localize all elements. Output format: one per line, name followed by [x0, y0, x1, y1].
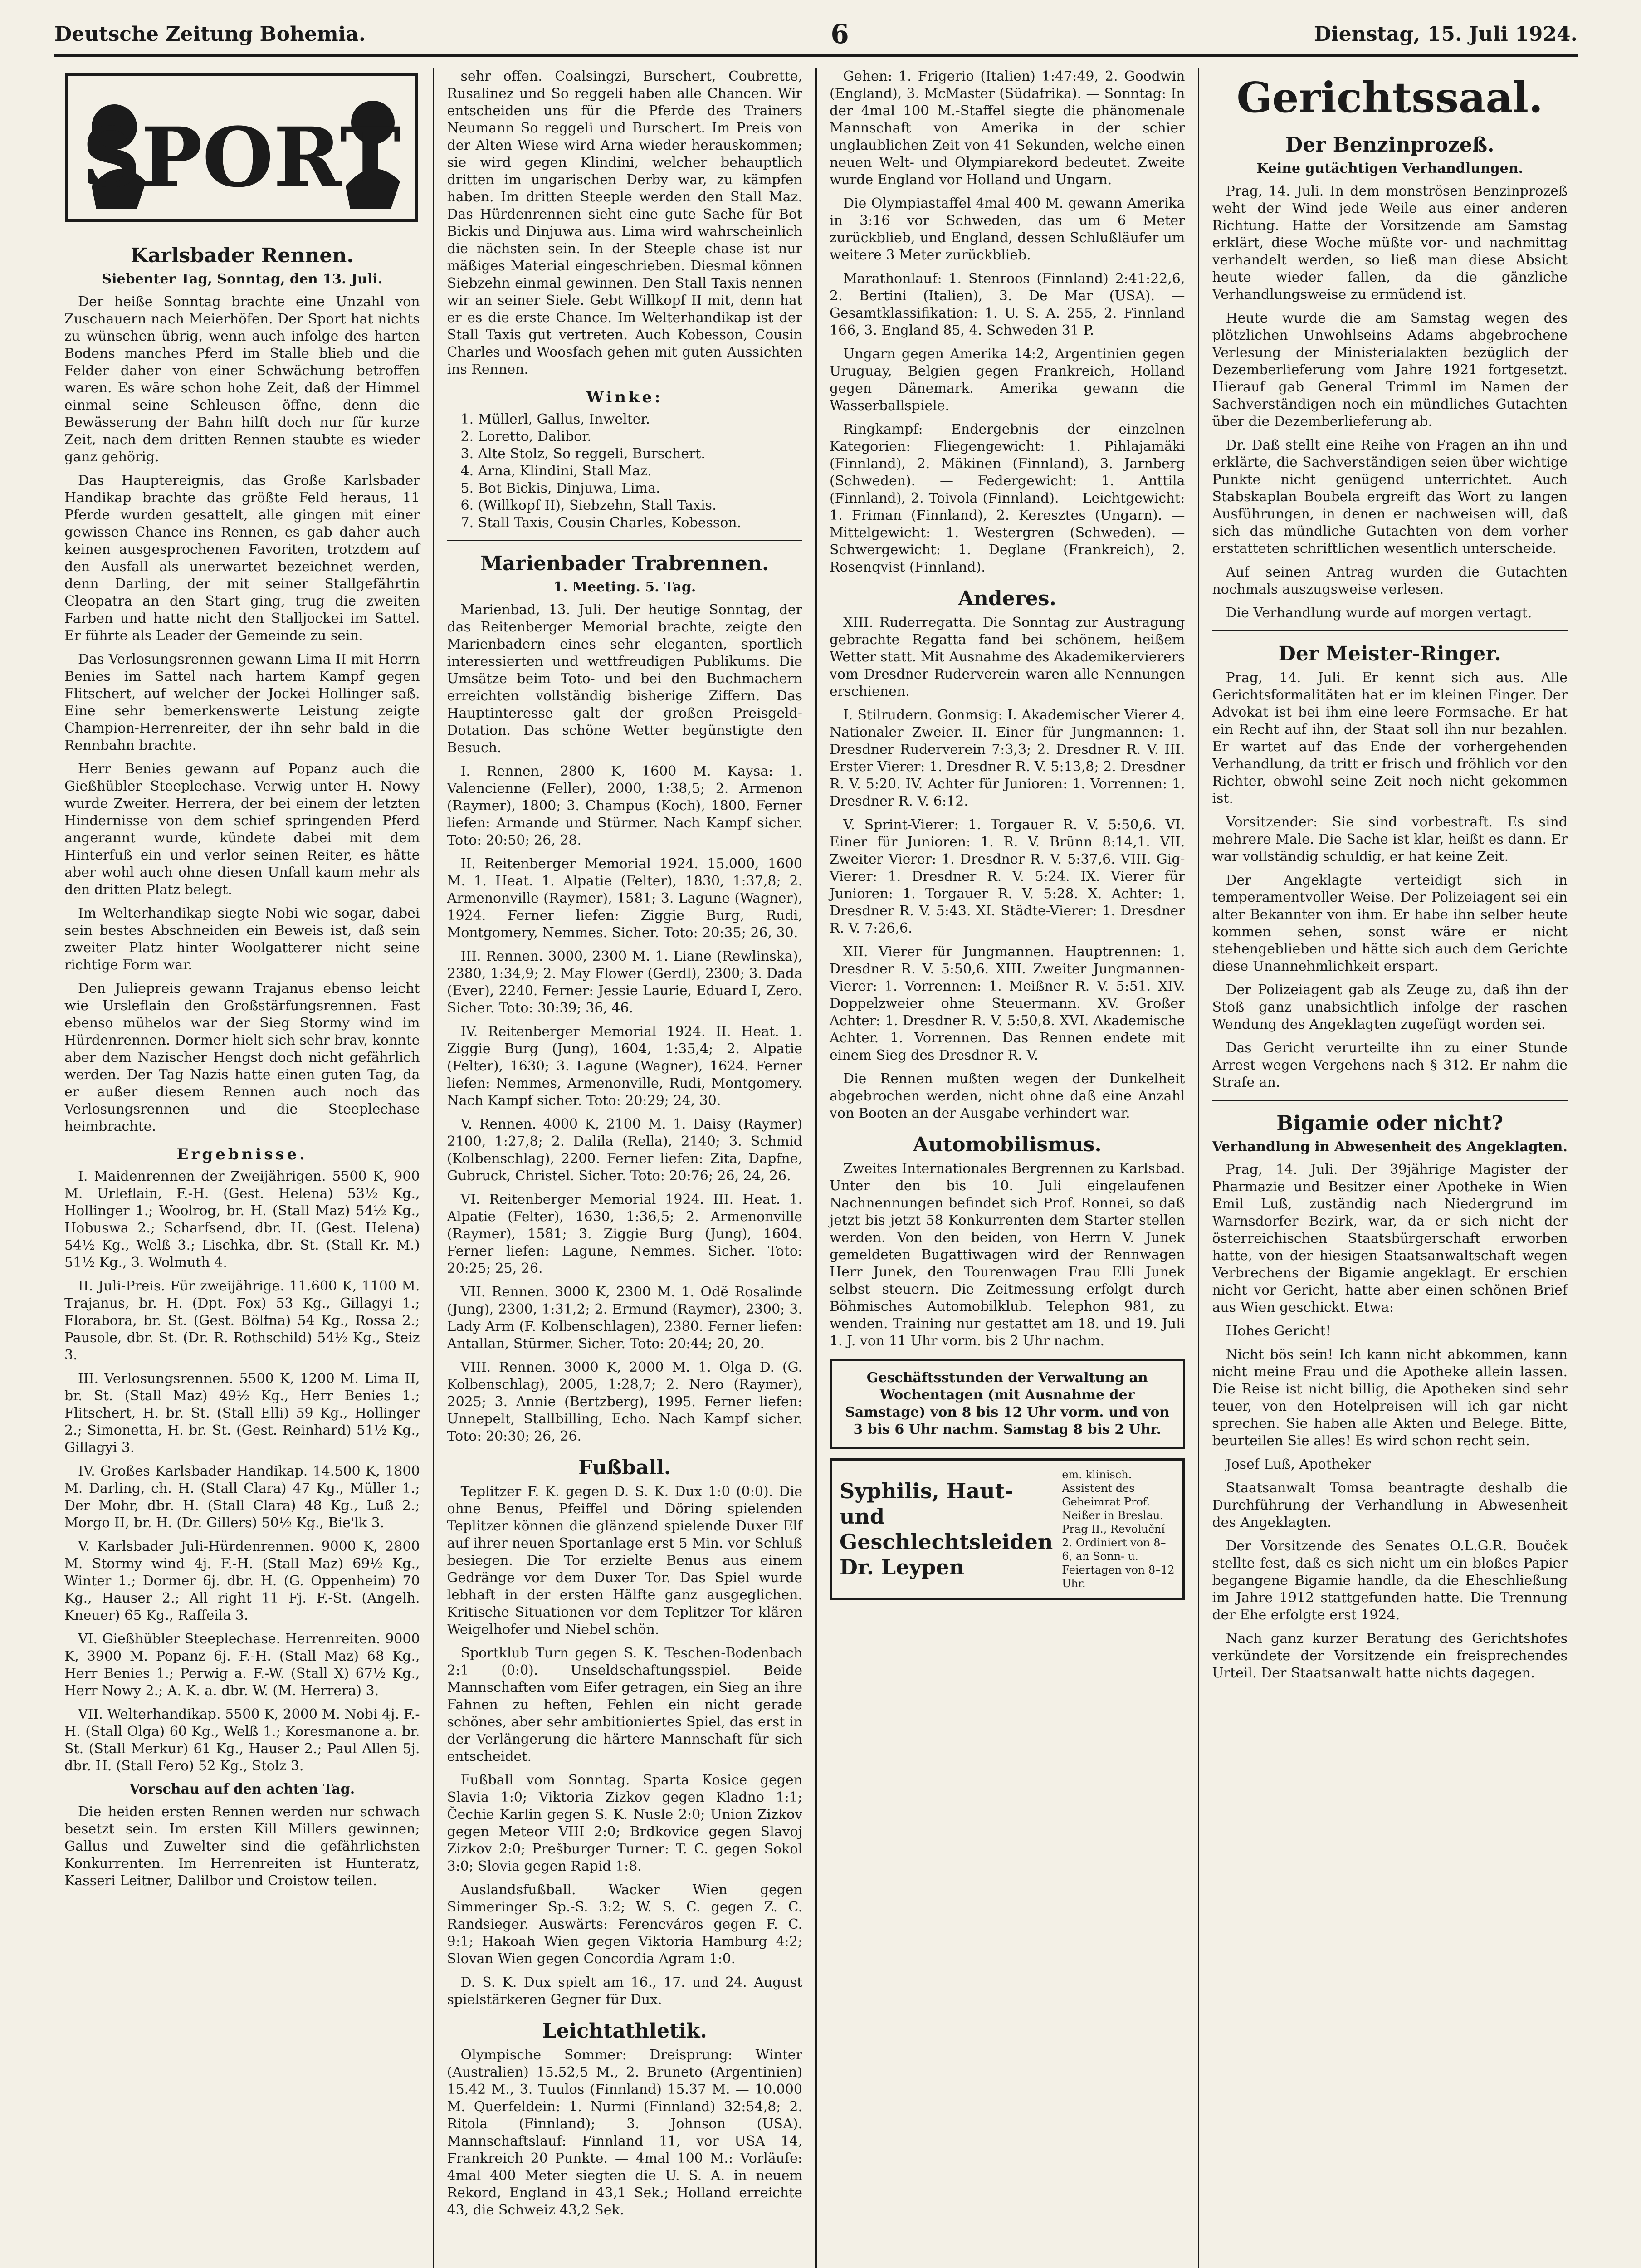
result-entry: IV. Großes Karlsbader Handikap. 14.500 K, 1800 M. Darling, ch. H. (Stall Clara) 47 Kg., Müller 1.; Der Mohr, dbr. H. (Stall Clara) 48 Kg., Luß 2.; Morgo II, br. H. (Dr. Gillers) 50½ Kg., Bie'lk 3.: [64, 1463, 420, 1531]
article-subtitle-bigamie: Verhandlung in Abwesenheit des Angeklagten.: [1212, 1139, 1568, 1155]
sport-logo: [64, 73, 418, 222]
paragraph: Marienbad, 13. Juli. Der heutige Sonntag, der das Reitenberger Memorial brachte, zeigte den Marienbadern eines sehr eleganten, sportlich interessierten und wettfreudigen Publikums. Die Umsätze beim Toto- und bei den Buchmachern erreichten vollständig bisherige Ziffern. Das Hauptinteresse galt der großen Preisgeld-Dotation. Das schöne Wetter begünstigte den Besuch.: [447, 602, 803, 756]
paragraph: Auslandsfußball. Wacker Wien gegen Simmeringer Sp.-S. 3:2; W. S. C. gegen Z. C. Randsieger. Auswärts: Ferencváros gegen F. C. 9:1; Hakoah Wien gegen Viktoria Hamburg 4:2; Slovan Wien gegen Concordia Agram 1:0.: [447, 1882, 803, 1967]
page-header: [54, 14, 1578, 57]
paragraph: Der heiße Sonntag brachte eine Unzahl von Zuschauern nach Meierhöfen. Der Sport hat nichts zu wünschen übrig, wenn auch infolge des harten Bodens manches Pferd im Stalle blieb und die Felder daher von einer Schwächung betroffen waren. Es wäre schon hohe Zeit, daß der Himmel einmal seine Schleusen öffne, denn die Bewässerung der Bahn hilft doch nur für kurze Zeit, nach dem dritten Rennen staubte es wieder ganz gehörig.: [64, 294, 420, 465]
column-rule: [1198, 68, 1200, 2268]
tips-heading: Winke:: [586, 388, 663, 406]
automobile-heading: Automobilismus.: [913, 1133, 1102, 1156]
divider: [447, 540, 802, 541]
ad-details: em. klinisch. Assistent des Geheimrat Prof. Neißer in Breslau. Prag II., Revoluční 2. Ordiniert von 8–6, an Sonn- u. Feiertagen von 8–12 Uhr.: [1062, 1468, 1175, 1590]
tip-item: 4. Arna, Klindini, Stall Maz.: [460, 463, 652, 479]
paragraph: Das Verlosungsrennen gewann Lima II mit Herrn Benies im Sattel nach hartem Kampf gegen Flitschert, auf welcher der Jockei Hollinger saß. Eine sehr bemerkenswerte Leistung zeigte Champion-Herrenreiter, der ihn sehr bald in die Rennbahn brachte.: [64, 651, 420, 753]
paragraph: XIII. Ruderregatta. Die Sonntag zur Austragung gebrachte Regatta fand bei schönem, heißem Wetter statt. Mit Ausnahme des Akademikervierers vom Dresdner Ruderverein waren alle Nennungen erschienen.: [829, 615, 1185, 699]
paragraph: Prag, 14. Juli. Der 39jährige Magister der Pharmazie und Besitzer einer Apotheke in Wien Emil Luß, zuständig nach Niedergrund im Warnsdorfer Bezirk, war, da er sich nicht der österreichischen Staatsbürgerschaft erworben hatte, von der hiesigen Staatsanwaltschaft wegen Verbrechens der Bigamie angeklagt. Er erschien nicht vor Gericht, hatte aber einen schönen Brief aus Wien geschickt. Etwa:: [1212, 1162, 1568, 1315]
other-heading: Anderes.: [958, 587, 1056, 610]
article-title-ringer: Der Meister-Ringer.: [1278, 642, 1501, 665]
paragraph: IV. Reitenberger Memorial 1924. II. Heat. 1. Ziggie Burg (Jung), 1604, 1:35,4; 2. Alpatie (Felter), 1630; 3. Lagune (Wagner), 1624. Ferner liefen: Nemmes, Armenonville, Rudi, Montgomery. Nach Kampf sicher. Toto: 20:29; 24, 30.: [447, 1024, 803, 1109]
columns: [54, 68, 1578, 2268]
result-entry: III. Verlosungsrennen. 5500 K, 1200 M. Lima II, br. St. (Stall Maz) 49½ Kg., Herr Benies 1.; Flitschert, H. br. St. (Stall Elli) 59 Kg., Hollinger 2.; Simonetta, H. br. St. (Gest. Reinhard) 51½ Kg., Gillagyi 3.: [64, 1371, 420, 1456]
paragraph: Die Rennen mußten wegen der Dunkelheit abgebrochen werden, nicht ohne daß eine Anzahl von Booten an der Ausgabe verhindert war.: [829, 1071, 1185, 1121]
page-number: 6: [830, 19, 849, 49]
column-1: [54, 68, 430, 2268]
paragraph: Der Polizeiagent gab als Zeuge zu, daß ihn der Stoß ganz unabsichtlich infolge der raschen Wendung des Angeklagten zugefügt worden sei.: [1212, 982, 1568, 1032]
paragraph: Die heiden ersten Rennen werden nur schwach besetzt sein. Im ersten Kill Millers gewinnen; Gallus und Zuwelter sind die gefährlichsten Konkurrenten. Im Herrenreiten ist Hunteratz, Kasseri Leitner, Dalilbor und Croistow teilen.: [64, 1804, 420, 1889]
paragraph: Heute wurde die am Samstag wegen des plötzlichen Unwohlseins Adams abgebrochene Verlesung der Ministerialakten bezüglich der Dezemberlieferung vom Jahre 1921 fortgesetzt. Hierauf gab General Trimml im Namen der Sachverständigen noch ein mündliches Gutachten über die Dezemberlieferung ab.: [1212, 310, 1568, 430]
column-rule: [433, 68, 435, 2268]
paragraph: Den Juliepreis gewann Trajanus ebenso leicht wie Ursleflain den Großstärfungsrennen. Fast ebenso mühelos war der Sieg Stormy wind im Hürdenrennen. Dormer hielt sich sehr brav, konnte aber dem Nazischer Hengst doch nicht gefährlich werden. Der Tag Nazis hatte einen guten Tag, da er außer diesem Rennen auch noch das Verlosungsrennen und die Steeplechase heimbrachte.: [64, 981, 420, 1134]
doctor-advertisement: [830, 1458, 1185, 1600]
paragraph: Ringkampf: Endergebnis der einzelnen Kategorien: Fliegengewicht: 1. Pihlajamäki (Finnland), 2. Mäkinen (Finnland), 3. Jarnberg (Schweden). — Federgewicht: 1. Anttila (Finnland), 2. Toivola (Finnland). — Leichtgewicht: 1. Friman (Finnland), 2. Keresztes (Ungarn). — Mittelgewicht: 1. Westergren (Schweden). — Schwergewicht: 1. Deglane (Frankreich), 2. Rosenqvist (Finnland).: [829, 421, 1185, 575]
paragraph: Gehen: 1. Frigerio (Italien) 1:47:49, 2. Goodwin (England), 3. McMaster (Südafrika). — Sonntag: In der 4mal 100 M.-Staffel siegte die phänomenale Mannschaft von Amerika in der schier unglaublichen Zeit von 41 Sekunden, welche einen neuen Welt- und Olympiarekord bedeutet. Zweite wurde England vor Holland und Ungarn.: [829, 68, 1185, 188]
paragraph: Ungarn gegen Amerika 14:2, Argentinien gegen Uruguay, Belgien gegen Frankreich, Holland gegen Dänemark. Amerika gewann die Wasserballspiele.: [829, 346, 1185, 414]
column-3: [820, 68, 1195, 2268]
tip-item: 5. Bot Bickis, Dinjuwa, Lima.: [460, 480, 660, 496]
paragraph: Staatsanwalt Tomsa beantragte deshalb die Durchführung der Verhandlung in Abwesenheit des Angeklagten.: [1212, 1480, 1568, 1530]
tip-item: 7. Stall Taxis, Cousin Charles, Kobesson.: [460, 515, 742, 531]
paragraph: V. Sprint-Vierer: 1. Torgauer R. V. 5:50,6. VI. Einer für Junioren: 1. R. V. Brünn 8:14,1. VII. Zweiter Vierer: 1. Dresdner R. V. 5:37,6. VIII. Gig-Vierer: 1. Dresdner R. V. 5:24. IX. Vierer für Junioren: 1. Torgauer R. V. 5:28. X. Achter: 1. Dresdner R. V. 5:43. XI. Städte-Vierer: 1. Dresdner R. V. 7:26,6.: [829, 817, 1185, 936]
tips-list: [460, 411, 802, 532]
paragraph: VI. Reitenberger Memorial 1924. III. Heat. 1. Alpatie (Felter), 1630, 1:36,5; 2. Armenonville (Raymer), 1581; 3. Ziggie Burg (Jung), 1604. Ferner liefen: Lagune, Nemmes. Sicher. Toto: 20:25; 25, 26.: [447, 1192, 803, 1276]
article-title-benzin: Der Benzinprozeß.: [1285, 133, 1494, 156]
paragraph: I. Rennen, 2800 K, 1600 M. Kaysa: 1. Valencienne (Feller), 2000, 1:38,5; 2. Armenon (Raymer), 1800; 3. Champus (Koch), 1800. Ferner liefen: Armande und Stürmer. Nach Kampf sicher. Toto: 20:50; 26, 28.: [447, 763, 803, 848]
paragraph: D. S. K. Dux spielt am 16., 17. und 24. August spielstärkeren Gegner für Dux.: [447, 1975, 803, 2008]
paragraph: Marathonlauf: 1. Stenroos (Finnland) 2:41:22,6, 2. Bertini (Italien), 3. De Mar (USA). — Gesamtklassifikation: 1. U. S. A. 255, 2. Finnland 166, 3. England 85, 4. Schweden 31 P.: [829, 271, 1185, 338]
article-subtitle-marienbad: 1. Meeting. 5. Tag.: [553, 579, 696, 595]
article-title-marienbad: Marienbader Trabrennen.: [480, 552, 769, 575]
football-heading: Fußball.: [578, 1456, 671, 1479]
paragraph: Das Hauptereignis, das Große Karlsbader Handikap brachte das größte Feld heraus, 11 Pferde wurden gesattelt, alle gingen mit einer gewissen Chance ins Rennen, es gab daher auch keinen ausgesprochenen Favoriten, trotzdem auf den Ausfall als unerwartet bezeichnet werden, denn Darling, der mit seiner Stallgefährtin Cleopatra an den Start ging, trug die zweiten Farben und hatte nicht den Stalljockei im Sattel. Er führte als Leader der Gemeinde zu sein.: [64, 473, 420, 644]
result-entry: II. Juli-Preis. Für zweijährige. 11.600 K, 1100 M. Trajanus, br. H. (Dpt. Fox) 53 Kg., Gillagyi 1.; Florabora, br. St. (Gest. Bölfna) 54 Kg., Rossa 2.; Pausole, dbr. St. (Dr. R. Rothschild) 54½ Kg., Steiz 3.: [64, 1278, 420, 1363]
issue-date: Dienstag, 15. Juli 1924.: [1314, 22, 1578, 46]
tip-item: 1. Müllerl, Gallus, Inwelter.: [460, 411, 650, 427]
paragraph: III. Rennen. 3000, 2300 M. 1. Liane (Rewlinska), 2380, 1:34,9; 2. May Flower (Gerdl), 2300; 3. Dada (Ever), 2240. Ferner: Jessie Laurie, Eduard I, Zero. Sicher. Toto: 30:39; 36, 46.: [447, 948, 803, 1016]
paragraph: Der Vorsitzende des Senates O.L.G.R. Bouček stellte fest, daß es sich nicht um ein bloßes Papier begangene Bigamie handle, da die Eheschließung im Jahre 1912 stattgefunden hatte. Die Trennung der Ehe erfolgte erst 1924.: [1212, 1538, 1568, 1623]
paragraph: XII. Vierer für Jungmannen. Hauptrennen: 1. Dresdner R. V. 5:50,6. XIII. Zweiter Jungmannen-Vierer: 1. Vorrennen: 1. Meißner R. V. 5:51. XIV. Doppelzweier ohne Steuermann. XV. Großer Achter: 1. Dresdner R. V. 5:50,8. XVI. Akademische Achter. 1. Vorrennen. Das Rennen endete mit einem Sieg des Dresdner R. V.: [829, 944, 1185, 1063]
column-2: [437, 68, 812, 2268]
paragraph: Der Angeklagte verteidigt sich in temperamentvoller Weise. Der Polizeiagent sei ein alter Bekannter von ihm. Er habe ihn selber heute kommen sehen, sonst wäre er nicht stehengeblieben und hätte sich auch dem Gerichte diese Unannehmlichkeit erspart.: [1212, 872, 1568, 974]
paragraph: Prag, 14. Juli. In dem monströsen Benzinprozeß weht der Wind jede Weile aus einer anderen Richtung. Hatte der Vorsitzende am Samstag erklärt, diese Woche müßte vor- und nachmittag verhandelt werden, so ließ man diese Absicht heute wieder fallen, da die gänzliche Verhandlungsweise zu ermüdend ist.: [1212, 183, 1568, 303]
paragraph: Josef Luß, Apotheker: [1226, 1457, 1372, 1472]
paragraph: Vorsitzender: Sie sind vorbestraft. Es sind mehrere Male. Die Sache ist klar, heißt es dann. Er war vollständig schuldig, er hat keine Zeit.: [1212, 814, 1568, 865]
paragraph: Im Welterhandikap siegte Nobi wie sogar, dabei sein bestes Abschneiden ein Beweis ist, daß sein zweiter Platz hinter Woolgatterer nicht seine richtige Form war.: [64, 905, 420, 973]
tip-item: 6. (Willkopf II), Siebzehn, Stall Taxis.: [460, 498, 717, 513]
paragraph: Nach ganz kurzer Beratung des Gerichtshofes verkündete der Vorsitzende ein freisprechendes Urteil. Der Staatsanwalt hatte nichts dagegen.: [1212, 1631, 1568, 1681]
athletics-heading: Leichtathletik.: [542, 2019, 707, 2043]
column-4: [1202, 68, 1578, 2268]
result-entry: VII. Welterhandikap. 5500 K, 2000 M. Nobi 4j. F.-H. (Stall Olga) 60 Kg., Welß 1.; Koresmanone a. br. St. (Stall Merkur) 61 Kg., Hauser 2.; Paul Allen 5j. dbr. H. (Stall Fero) 52 Kg., Stolz 3.: [64, 1706, 420, 1774]
tip-item: 3. Alte Stolz, So reggeli, Burschert.: [460, 446, 705, 462]
sport-logo-text: SPORT: [82, 110, 401, 205]
column-rule: [815, 68, 817, 2268]
result-entry: VI. Gießhübler Steeplechase. Herrenreiten. 9000 K, 3900 M. Popanz 6j. F.-H. (Stall Maz) 68 Kg., Herr Benies 1.; Perwig a. F.-W. (Stall X) 67½ Kg., Herr Nowy 2.; A. K. a. dbr. W. (M. Herrera) 3.: [64, 1631, 420, 1699]
paragraph: Herr Benies gewann auf Popanz auch die Gießhübler Steeplechase. Verwig unter H. Nowy wurde Zweiter. Herrera, der bei einem der letzten Hindernisse von dem schief springenden Pferd angerannt wurde, kündete dabei mit dem Hinterfuß ein und verlor seinen Reiter, es hätte aber wohl auch ohne diesen Unfall kaum mehr als den dritten Platz belegt.: [64, 761, 420, 898]
divider: [1212, 630, 1568, 631]
paragraph: Das Gericht verurteilte ihn zu einer Stunde Arrest wegen Vergehens nach § 312. Er nahm die Strafe an.: [1212, 1040, 1568, 1090]
paper-name: Deutsche Zeitung Bohemia.: [54, 22, 366, 46]
paragraph: Auf seinen Antrag wurden die Gutachten nochmals auszugsweise verlesen.: [1212, 564, 1568, 597]
paragraph: sehr offen. Coalsingzi, Burschert, Coubrette, Rusalinez und So reggeli haben alle Chancen. Wir entscheiden uns für die Pferde des Trainers Neumann So reggeli und Burschert. Im Preis von der Alten Wiese wird Arna wieder herauskommen; sie wird gegen Klindini, welcher behauptlich dritten im ungarischen Derby war, zu kämpfen haben. Im dritten Steeple werden den Stall Maz. Das Hürdenrennen sieht eine gute Sache für Bot Bickis und Dinjuwa aus. Lima wird wahrscheinlich die nächsten sein. In der Steeple chase ist nur mäßiges Material eingeschrieben. Diesmal können Siebzehn einmal gewinnen. Den Stall Taxis nennen wir an seiner Siele. Gebt Willkopf II mit, denn hat er es die erste Chance. Im Welterhandikap ist der Stall Taxis gut vertreten. Auch Kobesson, Cousin Charles und Woosfach gehen mit guten Aussichten ins Rennen.: [447, 68, 803, 377]
paragraph: VIII. Rennen. 3000 K, 2000 M. 1. Olga D. (G. Kolbenschlag), 2005, 1:28,7; 2. Nero (Raymer), 2025; 3. Annie (Bertzberg), 1995. Ferner liefen: Unnepelt, Stallbilling, Echo. Nach Kampf sicher. Toto: 20:30; 26, 26.: [447, 1359, 803, 1444]
paragraph: Teplitzer F. K. gegen D. S. K. Dux 1:0 (0:0). Die ohne Benus, Pfeiffel und Döring spielenden Teplitzer können die glänzend spielende Duxer Elf auf ihrer neuen Sportanlage erst 5 Min. vor Schluß besiegen. Die Tor erzielte Benus aus einem Gedränge vor dem Duxer Tor. Das Spiel wurde lebhaft in der ersten Hälfte ganz ausgeglichen. Kritische Situationen vor dem Teplitzer Tor klären Weigelhofer und Niebel schön.: [447, 1484, 803, 1637]
article-subtitle-karlsbad: Siebenter Tag, Sonntag, den 13. Juli.: [102, 271, 383, 287]
court-section-title: Gerichtssaal.: [1236, 73, 1543, 122]
paragraph: Hohes Gericht!: [1226, 1323, 1331, 1339]
paragraph: Die Verhandlung wurde auf morgen vertagt.: [1226, 605, 1532, 621]
paragraph: Prag, 14. Juli. Er kennt sich aus. Alle Gerichtsformalitäten hat er im kleinen Finger. Der Advokat ist bei ihm eine leere Formsache. Er hat ein Recht auf ihn, der Staat soll ihn nur bezahlen. Er wartet auf das Ende der vorhergehenden Verhandlung, da tritt er frisch und fröhlich vor den Richter, obwohl seine Zeit noch nicht gekommen ist.: [1212, 670, 1568, 807]
paragraph: Nicht bös sein! Ich kann nicht abkommen, kann nicht meine Frau und die Apotheke allein lassen. Die Reise ist nicht billig, die Apotheken sind sehr teuer, von den Hotelpreisen will ich gar nicht sprechen. Sie haben alle Akten und Belege. Bitte, beurteilen Sie alles! Es wird schon recht sein.: [1212, 1347, 1568, 1449]
divider: [1212, 1100, 1568, 1101]
results-heading: Ergebnisse.: [176, 1145, 308, 1163]
result-entry: I. Maidenrennen der Zweijährigen. 5500 K, 900 M. Urleflain, F.-H. (Gest. Helena) 53½ Kg., Hollinger 1.; Woolrog, br. H. (Stall Maz) 54½ Kg., Hobuswa 2.; Scharfsend, dbr. H. (Gest. Helena) 54½ Kg., Welß 3.; Lischka, dbr. St. (Stall Kr. M.) 51½ Kg., 3. Wolmuth 4.: [64, 1168, 420, 1271]
ad-title: Syphilis, Haut- und Geschlechtsleiden Dr. Leypen: [839, 1479, 1053, 1579]
result-entry: V. Karlsbader Juli-Hürdenrennen. 9000 K, 2800 M. Stormy wind 4j. F.-H. (Stall Maz) 69½ Kg., Winter 1.; Dormer 6j. dbr. H. (G. Oppenheim) 70 Kg., Hauser 2.; All right 11 Fj. F.-St. (Angelh. Kneuer) 65 Kg., Raffeila 3.: [64, 1539, 420, 1623]
paragraph: V. Rennen. 4000 K, 2100 M. 1. Daisy (Raymer) 2100, 1:27,8; 2. Dalila (Rella), 2140; 3. Schmid (Kolbenschlag), 2200. Ferner liefen: Zita, Dapfne, Gubruck, Christel. Sicher. Toto: 20:76; 26, 24, 26.: [447, 1116, 803, 1184]
article-title-bigamie: Bigamie oder nicht?: [1276, 1112, 1504, 1135]
paragraph: Die Olympiastaffel 4mal 400 M. gewann Amerika in 3:16 vor Schweden, das um 6 Meter zurückblieb, und England, dessen Schlußläufer um weitere 3 Meter zurückblieb.: [829, 196, 1185, 263]
office-hours-box: Geschäftsstunden der Verwaltung an Wochentagen (mit Ausnahme der Samstage) von 8 bis 12 Uhr vorm. und von 3 bis 6 Uhr nachm. Samstag 8 bis 2 Uhr.: [830, 1359, 1185, 1449]
article-title-karlsbad: Karlsbader Rennen.: [130, 244, 354, 267]
paragraph: Sportklub Turn gegen S. K. Teschen-Bodenbach 2:1 (0:0). Unseldschaftungsspiel. Beide Mannschaften vom Eifer getragen, ein Sieg an ihre Fahnen zu heften, Fehlen ein nicht gerade schönes, aber sehr ambitioniertes Spiel, das erst in der Verlängerung die härtere Mannschaft für sich entscheidet.: [447, 1645, 803, 1765]
paragraph: II. Reitenberger Memorial 1924. 15.000, 1600 M. 1. Heat. 1. Alpatie (Felter), 1830, 1:37,8; 2. Armenonville (Raymer), 1581; 3. Lagune (Wagner), 1924. Ferner liefen: Ziggie Burg, Rudi, Montgomery, Nemmes. Sicher. Toto: 20:35; 26, 30.: [447, 856, 803, 941]
preview-heading: Vorschau auf den achten Tag.: [129, 1781, 355, 1797]
tip-item: 2. Loretto, Dalibor.: [460, 429, 591, 445]
paragraph: Zweites Internationales Bergrennen zu Karlsbad. Unter den bis 10. Juli eingelaufenen Nachnennungen befindet sich Prof. Ronnei, so daß jetzt bis jetzt 58 Konkurrenten dem Starter stellen werden. Von den beiden, von Herrn V. Junek gemeldeten Bugattiwagen wird der Rennwagen Herr Junek, den Tourenwagen Frau Elli Junek selbst steuern. Die Zeitmessung erfolgt durch Böhmisches Automobilklub. Telephon 981, zu wenden. Training nur gestattet am 18. und 19. Juli 1. J. von 11 Uhr vorm. bis 2 Uhr nachm.: [829, 1161, 1185, 1349]
paragraph: VII. Rennen. 3000 K, 2300 M. 1. Odë Rosalinde (Jung), 2300, 1:31,2; 2. Ermund (Raymer), 2300; 3. Lady Arm (F. Kolbenschlagen), 2380. Ferner liefen: Antallan, Stürmer. Sicher. Toto: 20:44; 20, 20.: [447, 1284, 803, 1352]
paragraph: Dr. Daß stellt eine Reihe von Fragen an ihn und erklärte, die Sachverständigen seien über wichtige Punkte nicht genügend unterrichtet. Auch Stabskaplan Boubela ergreift das Wort zu langen Ausführungen, in denen er nachweisen will, daß sich das mündliche Gutachten von dem vorher erstatteten schriftlichen wesentlich unterscheide.: [1212, 437, 1568, 557]
paragraph: I. Stilrudern. Gonmsig: I. Akademischer Vierer 4. Nationaler Zweier. II. Einer für Jungmannen: 1. Dresdner Ruderverein 7:3,3; 2. Dresdner R. V. III. Erster Vierer: 1. Dresdner R. V. 5:13,8; 2. Dresdner R. V. 5:20. IV. Achter für Junioren: 1. Vorrennen: 1. Dresdner R. V. 6:12.: [829, 707, 1185, 809]
paragraph: Fußball vom Sonntag. Sparta Kosice gegen Slavia 1:0; Viktoria Zizkov gegen Kladno 1:1; Čechie Karlin gegen S. K. Nusle 2:0; Union Zizkov gegen Meteor VIII 2:0; Brdkovice gegen Slavoj Zizkov 2:0; Prešburger Turner: T. C. gegen Sokol 3:0; Slovia gegen Rapid 1:8.: [447, 1772, 803, 1874]
article-subtitle-benzin: Keine gutächtigen Verhandlungen.: [1256, 161, 1524, 176]
paragraph: Olympische Sommer: Dreisprung: Winter (Australien) 15.52,5 M., 2. Bruneto (Argentinien) 15.42 M., 3. Tuulos (Finnland) 15.37 M. — 10.000 M. Querfeldein: 1. Nurmi (Finnland) 32:54,8; 2. Ritola (Finnland); 3. Johnson (USA). Mannschaftslauf: Finnland 11, vor USA 14, Frankreich 20 Punkte. — 4mal 100 M.: Vorläufe: 4mal 400 Meter siegten die U. S. A. in neuem Rekord, England in 43,1 Sek.; Holland erreichte 43, die Schweiz 43,2 Sek.: [447, 2047, 803, 2218]
